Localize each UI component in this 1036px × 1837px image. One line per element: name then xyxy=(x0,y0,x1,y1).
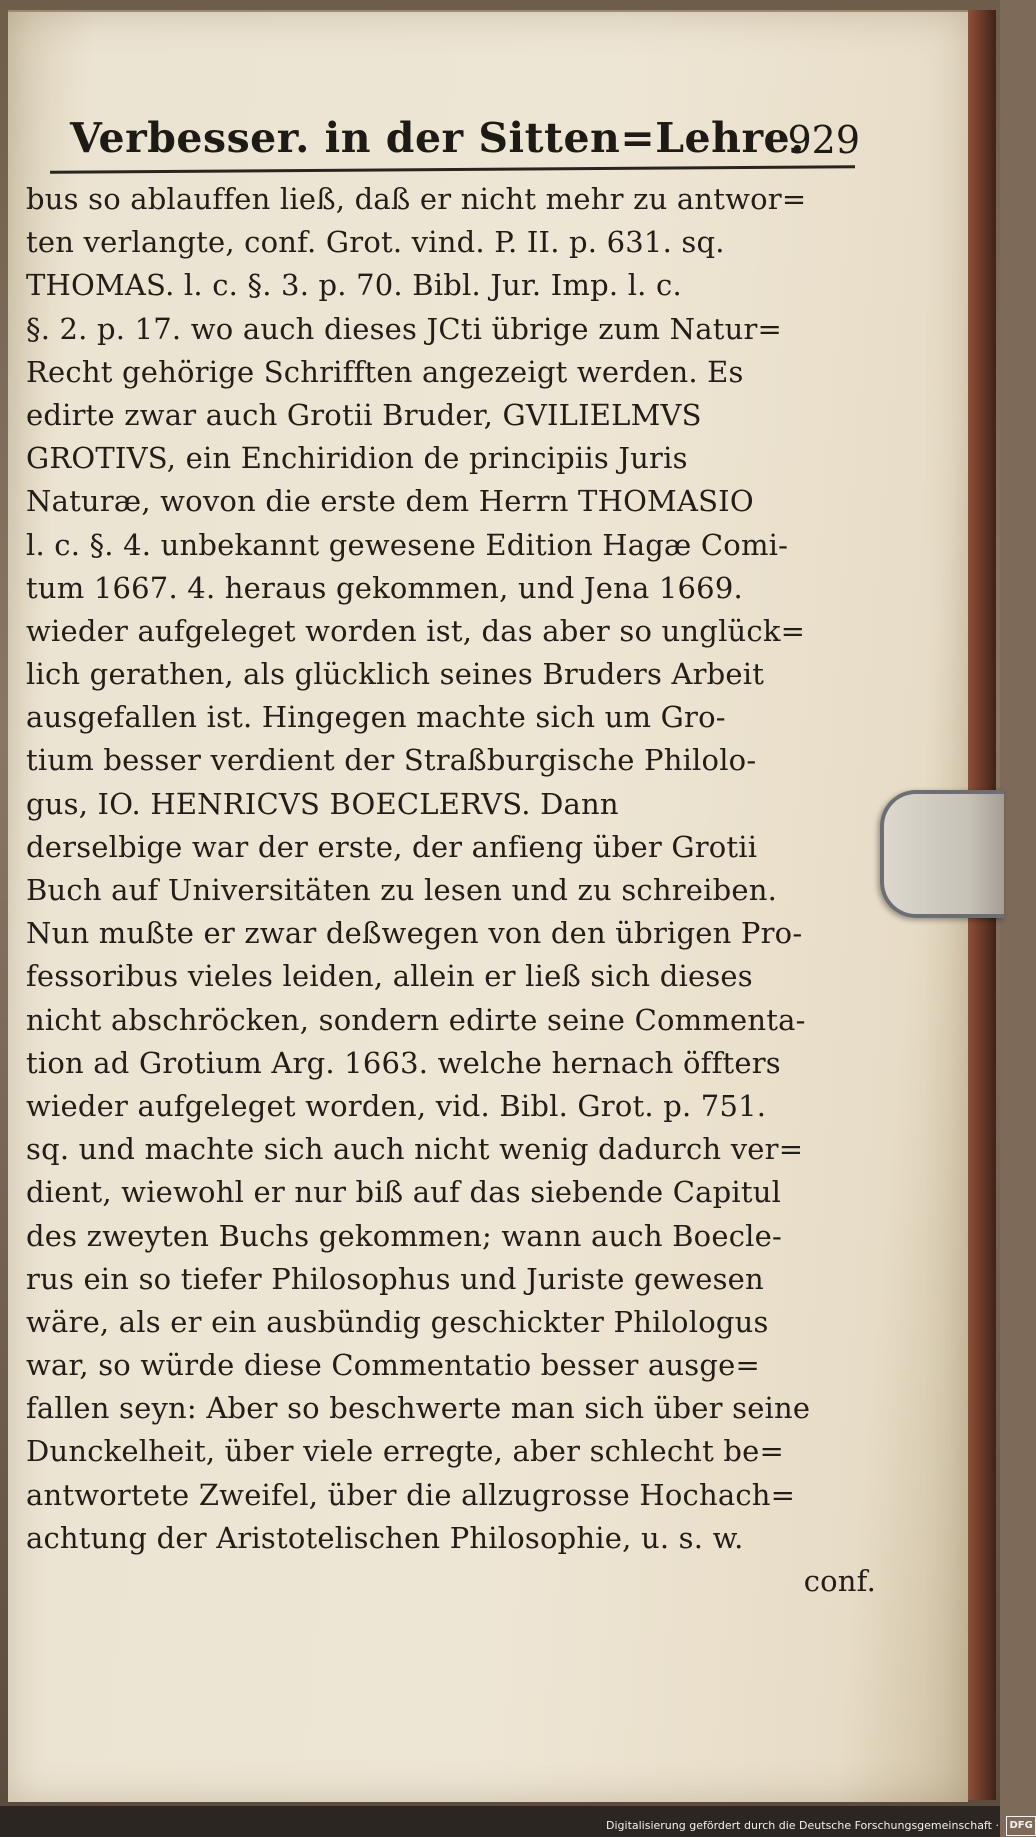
text-line: war, so würde diese Commentatio besser ausge= xyxy=(26,1348,760,1383)
credit-text: Digitalisierung gefördert durch die Deutsche Forschungsgemeinschaft xyxy=(606,1819,992,1832)
text-line: Recht gehörige Schrifften angezeigt werden. Es xyxy=(26,354,744,389)
text-line: wieder aufgeleget worden, vid. Bibl. Grot. p. 751. xyxy=(26,1088,767,1123)
text-line: ausgefallen ist. Hingegen machte sich um Gro- xyxy=(26,700,726,735)
text-line: derselbige war der erste, der anfieng über Grotii xyxy=(26,829,758,864)
running-head xyxy=(70,110,860,170)
text-line: tion ad Grotium Arg. 1663. welche hernach öffters xyxy=(26,1045,781,1080)
text-line: conf. xyxy=(803,1564,876,1598)
text-line: achtung der Aristotelischen Philosophie, u. s. w. xyxy=(26,1520,744,1555)
book-clip xyxy=(880,790,1004,918)
text-line: gus, IO. HENRICVS BOECLERVS. Dann xyxy=(26,786,619,821)
text-line: wäre, als er ein ausbündig geschickter Philologus xyxy=(26,1304,769,1339)
text-line: bus so ablauffen ließ, daß er nicht mehr zu antwor= xyxy=(26,182,807,216)
text-line: ten verlangte, conf. Grot. vind. P. II. p. 631. sq. xyxy=(26,225,725,260)
text-line: edirte zwar auch Grotii Bruder, GVILIELMVS xyxy=(26,397,702,432)
text-line: antwortete Zweifel, über die allzugrosse Hochach= xyxy=(26,1477,796,1512)
running-head-title: Verbesser. in der Sitten=Lehre. xyxy=(70,114,805,162)
text-line: des zweyten Buchs gekommen; wann auch Boecle- xyxy=(26,1218,782,1253)
text-line: fessoribus vieles leiden, allein er ließ sich dieses xyxy=(26,959,753,994)
text-line: nicht abschröcken, sondern edirte seine Commenta- xyxy=(26,1002,806,1037)
text-line: sq. und machte sich auch nicht wenig dadurch ver= xyxy=(26,1132,804,1167)
text-line: rus ein so tiefer Philosophus und Juriste gewesen xyxy=(26,1261,764,1296)
text-line: tium besser verdient der Straßburgische Philolo- xyxy=(26,743,757,778)
text-line: dient, wiewohl er nur biß auf das siebende Capitul xyxy=(26,1175,782,1210)
text-line: THOMAS. l. c. §. 3. p. 70. Bibl. Jur. Imp. l. c. xyxy=(26,268,682,303)
text-line: Buch auf Universitäten zu lesen und zu schreiben. xyxy=(26,873,778,907)
text-line: lich gerathen, als glücklich seines Bruders Arbeit xyxy=(26,657,765,692)
text-line: Dunckelheit, über viele erregte, aber schlecht be= xyxy=(26,1434,785,1469)
dfg-logo: DFG xyxy=(1006,1816,1035,1836)
text-line: fallen seyn: Aber so beschwerte man sich über seine xyxy=(26,1391,811,1426)
text-line: Naturæ, wovon die erste dem Herrn THOMASIO xyxy=(26,484,754,519)
text-line: l. c. §. 4. unbekannt gewesene Edition Hagæ Comi- xyxy=(26,527,789,562)
text-line: GROTIVS, ein Enchiridion de principiis Juris xyxy=(26,441,688,476)
text-line: tum 1667. 4. heraus gekommen, und Jena 1669. xyxy=(26,570,743,605)
text-line: Nun mußte er zwar deßwegen von den übrigen Pro- xyxy=(26,916,803,951)
page-number: 929 xyxy=(787,118,860,162)
body-text xyxy=(26,178,876,1603)
text-line: §. 2. p. 17. wo auch dieses JCti übrige zum Natur= xyxy=(26,311,783,346)
digitization-credit: Digitalisierung gefördert durch die Deutsche Forschungsgemeinschaft · DFG xyxy=(606,1816,996,1834)
text-line: wieder aufgeleget worden ist, das aber so unglück= xyxy=(26,613,806,648)
